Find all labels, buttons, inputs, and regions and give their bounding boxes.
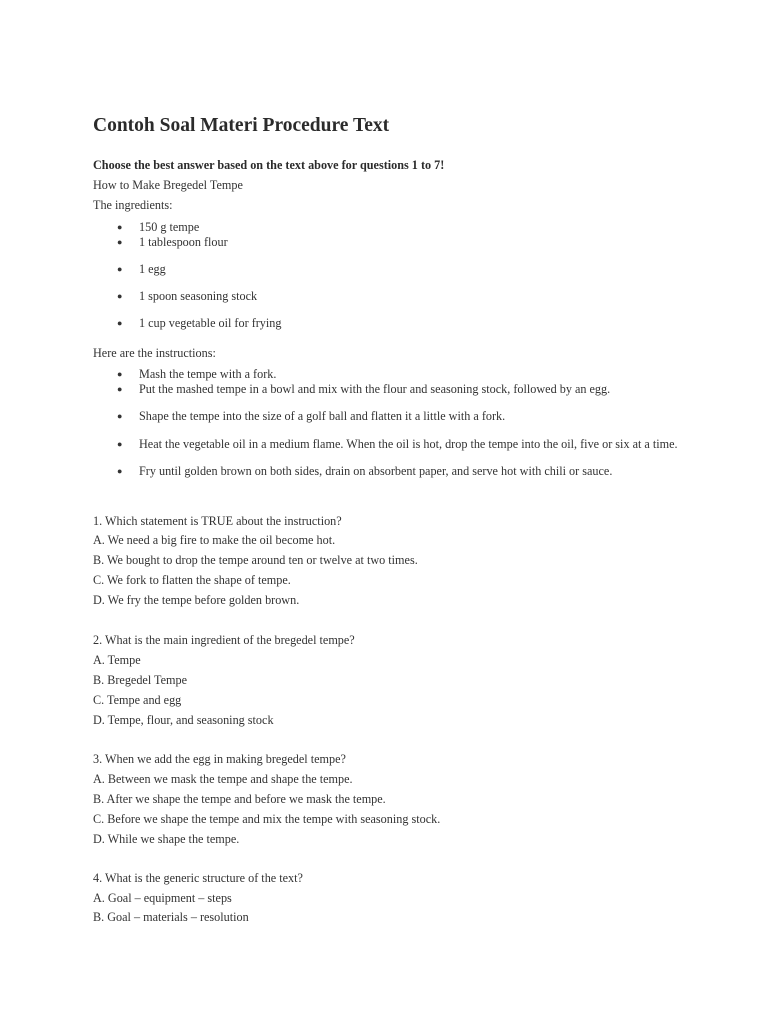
- question-3: 3. When we add the egg in making bregedel tempe?: [93, 752, 346, 766]
- exercise-instruction: Choose the best answer based on the text above for questions 1 to 7!: [93, 158, 445, 172]
- question-2-option-a: A. Tempe: [93, 653, 141, 667]
- bullet-icon: ●: [117, 222, 123, 232]
- ingredient-text: 1 spoon seasoning stock: [139, 289, 258, 303]
- question-4-option-b: B. Goal – materials – resolution: [93, 910, 249, 924]
- question-2-option-c: C. Tempe and egg: [93, 693, 182, 707]
- question-1-option-c: C. We fork to flatten the shape of tempe.: [93, 573, 291, 587]
- question-1-option-d: D. We fry the tempe before golden brown.: [93, 593, 300, 607]
- ingredient-text: 1 egg: [139, 262, 166, 276]
- question-1-option-a: A. We need a big fire to make the oil become hot.: [93, 533, 336, 547]
- page-title: Contoh Soal Materi Procedure Text: [93, 115, 390, 136]
- question-1-option-b: B. We bought to drop the tempe around ten or twelve at two times.: [93, 553, 418, 567]
- bullet-icon: ●: [117, 411, 123, 421]
- instruction-text: Shape the tempe into the size of a golf ball and flatten it a little with a fork.: [139, 409, 506, 423]
- ingredient-text: 1 cup vegetable oil for frying: [139, 316, 282, 330]
- bullet-icon: ●: [117, 318, 123, 328]
- question-3-option-d: D. While we shape the tempe.: [93, 832, 240, 846]
- bullet-icon: ●: [117, 369, 123, 379]
- question-2-option-d: D. Tempe, flour, and seasoning stock: [93, 713, 274, 727]
- question-2-option-b: B. Bregedel Tempe: [93, 673, 188, 687]
- instructions-heading: Here are the instructions:: [93, 346, 216, 360]
- question-2: 2. What is the main ingredient of the bregedel tempe?: [93, 633, 355, 647]
- instruction-text: Mash the tempe with a fork.: [139, 367, 277, 381]
- question-4-option-a: A. Goal – equipment – steps: [93, 891, 232, 905]
- question-4: 4. What is the generic structure of the text?: [93, 871, 303, 885]
- bullet-icon: ●: [117, 466, 123, 476]
- bullet-icon: ●: [117, 264, 123, 274]
- question-3-option-a: A. Between we mask the tempe and shape the tempe.: [93, 772, 353, 786]
- instruction-text: Fry until golden brown on both sides, drain on absorbent paper, and serve hot with chili or sauce.: [139, 464, 613, 478]
- instruction-text: Heat the vegetable oil in a medium flame. When the oil is hot, drop the tempe into the oil, five or six at a time.: [139, 437, 678, 451]
- recipe-title: How to Make Bregedel Tempe: [93, 178, 243, 192]
- bullet-icon: ●: [117, 291, 123, 301]
- ingredients-heading: The ingredients:: [93, 198, 173, 212]
- bullet-icon: ●: [117, 384, 123, 394]
- bullet-icon: ●: [117, 439, 123, 449]
- question-3-option-c: C. Before we shape the tempe and mix the tempe with seasoning stock.: [93, 812, 441, 826]
- instruction-text: Put the mashed tempe in a bowl and mix with the flour and seasoning stock, followed by an egg.: [139, 382, 611, 396]
- question-1: 1. Which statement is TRUE about the instruction?: [93, 514, 342, 528]
- bullet-icon: ●: [117, 237, 123, 247]
- ingredient-text: 150 g tempe: [139, 220, 200, 234]
- ingredient-text: 1 tablespoon flour: [139, 235, 228, 249]
- question-3-option-b: B. After we shape the tempe and before we mask the tempe.: [93, 792, 386, 806]
